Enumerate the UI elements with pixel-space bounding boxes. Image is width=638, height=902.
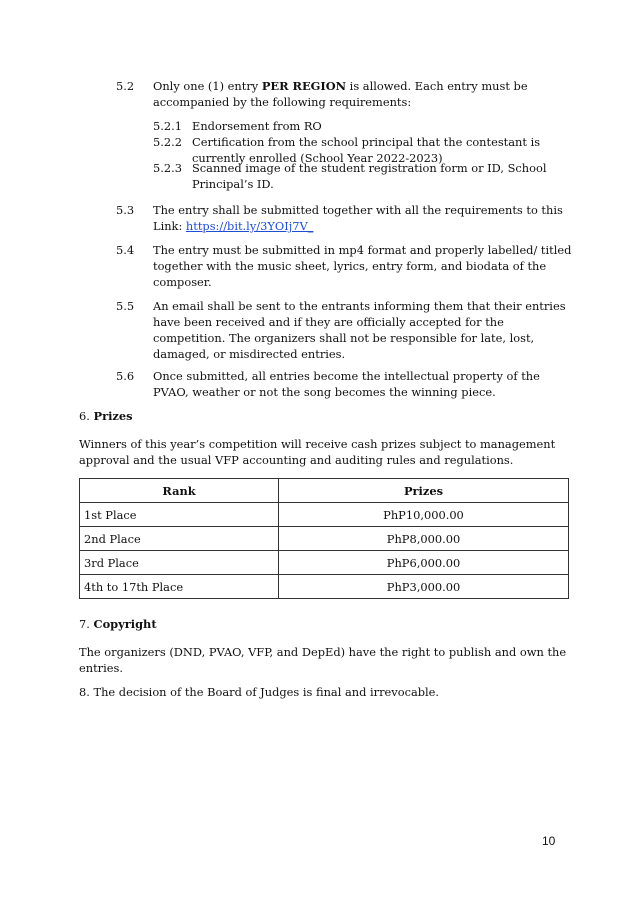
- subitem-number-5-2-2: 5.2.2: [153, 135, 182, 149]
- item-number-5-5: 5.5: [116, 299, 135, 313]
- prize-cell: PhP10,000.00: [279, 503, 569, 527]
- decision-text: 8. The decision of the Board of Judges is final and irrevocable.: [79, 685, 440, 699]
- item-text-5-5: An email shall be sent to the entrants informing them that their entries have been received and if they are officially accepted for the competition. The organizers shall not be responsible for late, lost, damaged, or misdirected entries.: [153, 299, 566, 361]
- prize-cell: PhP6,000.00: [279, 551, 569, 575]
- prizes-intro: Winners of this year’s competition will receive cash prizes subject to management approval and the usual VFP accounting and auditing rules and regulations.: [79, 437, 556, 467]
- table-header-row: [80, 479, 569, 503]
- prizes-heading: [79, 408, 133, 424]
- header-rank: Rank: [80, 479, 279, 503]
- item-text-5-6: Once submitted, all entries become the intellectual property of the PVAO, weather or not the song becomes the winning piece.: [153, 369, 540, 399]
- subitem-text-5-2-3: Scanned image of the student registration form or ID, School Principal’s ID.: [192, 161, 547, 191]
- item-text-5-2-post: is allowed. Each entry must be accompanied by the following requirements:: [153, 79, 528, 109]
- copyright-text: The organizers (DND, PVAO, VFP, and DepEd) have the right to publish and own the entries.: [79, 645, 567, 675]
- item-number-5-3: 5.3: [116, 203, 135, 217]
- item-text-5-3: [153, 202, 573, 234]
- page-number: 10: [542, 834, 556, 848]
- rank-cell: 2nd Place: [80, 527, 279, 551]
- prizes-heading-title: Prizes: [93, 409, 133, 423]
- prize-cell: PhP8,000.00: [279, 527, 569, 551]
- item-number-5-6: 5.6: [116, 369, 135, 383]
- item-text-5-4: The entry must be submitted in mp4 format and properly labelled/ titled together with the music sheet, lyrics, entry form, and biodata of the composer.: [153, 243, 572, 289]
- item-text-5-3-body: The entry shall be submitted together with all the requirements to this Link:: [153, 203, 563, 233]
- subitem-number-5-2-1: 5.2.1: [153, 119, 182, 133]
- rank-cell: 4th to 17th Place: [80, 575, 279, 599]
- subitem-text-5-2-1: Endorsement from RO: [192, 119, 322, 133]
- table-row: [80, 527, 569, 551]
- item-number-5-4: 5.4: [116, 243, 135, 257]
- table-row: [80, 575, 569, 599]
- copyright-heading-number: 7.: [79, 617, 94, 631]
- prizes-table: [79, 478, 569, 599]
- header-prizes: Prizes: [279, 479, 569, 503]
- item-text-5-2: [153, 78, 573, 110]
- rank-cell: 1st Place: [80, 503, 279, 527]
- per-region-emphasis: PER REGION: [261, 79, 347, 93]
- submission-link[interactable]: https://bit.ly/3YOIj7V_: [185, 219, 314, 233]
- item-text-5-2-pre: Only one (1) entry: [153, 79, 262, 93]
- table-row: [80, 551, 569, 575]
- item-number-5-2: 5.2: [116, 79, 135, 93]
- prize-cell: PhP3,000.00: [279, 575, 569, 599]
- copyright-heading-title: Copyright: [93, 617, 157, 631]
- subitem-number-5-2-3: 5.2.3: [153, 161, 182, 175]
- copyright-heading: [79, 616, 157, 632]
- prizes-heading-number: 6.: [79, 409, 94, 423]
- table-row: [80, 503, 569, 527]
- subitem-text-5-2-2: Certification from the school principal that the contestant is currently enrolled (School Year 2022-2023): [192, 135, 541, 165]
- rank-cell: 3rd Place: [80, 551, 279, 575]
